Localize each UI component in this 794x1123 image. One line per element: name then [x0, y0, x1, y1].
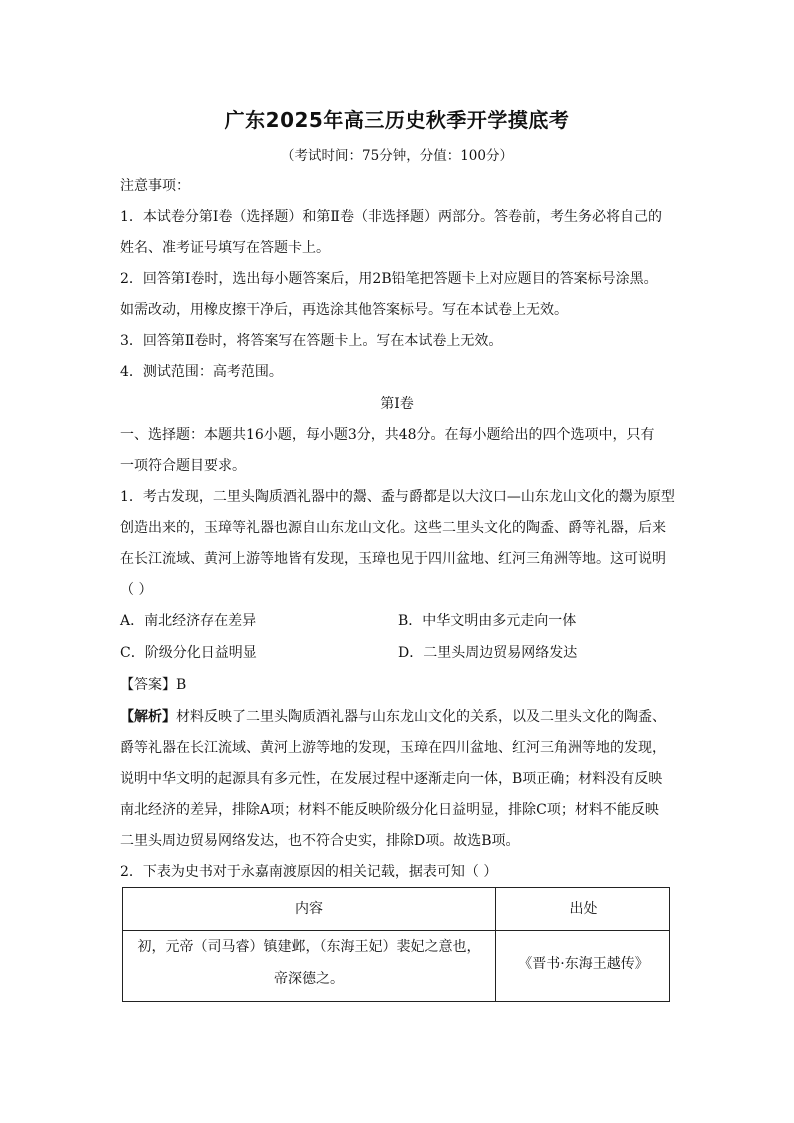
notes-line: 2．回答第Ⅰ卷时，选出每小题答案后，用2B铅笔把答题卡上对应题目的答案标号涂黑。	[120, 271, 658, 287]
analysis-text: 材料反映了二里头陶质酒礼器与山东龙山文化的关系，以及二里头文化的陶盉、	[176, 709, 666, 725]
analysis-line: 二里头周边贸易网络发达，也不符合史实，排除D项。故选B项。	[120, 833, 520, 849]
section-intro-line: 一、选择题：本题共16小题，每小题3分，共48分。在每小题给出的四个选项中，只有	[120, 427, 655, 443]
table-cell-content-line: 初，元帝（司马睿）镇建邺，（东海王妃）裴妃之意也，	[137, 939, 481, 955]
table-cell-source: 《晋书·东海王越传》	[518, 956, 649, 972]
question-1-stem-line: 创造出来的，玉璋等礼器也源自山东龙山文化。这些二里头文化的陶盉、爵等礼器，后来	[120, 520, 666, 536]
question-1-stem-line: 1．考古发现，二里头陶质酒礼器中的鬶、盉与爵都是以大汶口—山东龙山文化的鬶为原型	[120, 489, 675, 505]
notes-line: 如需改动，用橡皮擦干净后，再选涂其他答案标号。写在本试卷上无效。	[120, 302, 568, 318]
option-a: A．南北经济存在差异	[120, 613, 257, 629]
option-c: C．阶级分化日益明显	[120, 645, 257, 661]
exam-time-info: （考试时间：75分钟，分值：100分）	[281, 148, 513, 164]
table-cell-content-line: 帝深德之。	[274, 971, 344, 987]
question-1-stem-line: （ ）	[120, 582, 153, 598]
question-2-stem: 2．下表为史书对于永嘉南渡原因的相关记载，据表可知（ ）	[120, 864, 498, 880]
option-b: B．中华文明由多元走向一体	[398, 613, 577, 629]
analysis-line-first	[120, 707, 676, 727]
table-header-content: 内容	[295, 901, 323, 917]
section-title: 第Ⅰ卷	[380, 396, 414, 412]
analysis-line: 南北经济的差异，排除A项；材料不能反映阶级分化日益明显，排除C项；材料不能反映	[120, 802, 659, 818]
answer-line: 【答案】B	[120, 677, 187, 693]
section-intro-line: 一项符合题目要求。	[120, 458, 246, 474]
notes-line: 姓名、准考证号填写在答题卡上。	[120, 240, 330, 256]
table-row-divider	[123, 930, 669, 931]
analysis-line: 爵等礼器在长江流域、黄河上游等地的发现，玉璋在四川盆地、红河三角洲等地的发现，	[120, 740, 666, 756]
notes-line: 4．测试范围：高考范围。	[120, 364, 283, 380]
notes-heading: 注意事项：	[120, 178, 190, 194]
analysis-label: 【解析】	[120, 709, 176, 725]
table-header-source: 出处	[569, 901, 598, 917]
page-title: 广东2025年高三历史秋季开学摸底考	[224, 108, 570, 132]
question-1-stem-line: 在长江流域、黄河上游等地皆有发现，玉璋也见于四川盆地、红河三角洲等地。这可说明	[120, 551, 666, 567]
records-table	[122, 887, 670, 1002]
notes-line: 1．本试卷分第Ⅰ卷（选择题）和第Ⅱ卷（非选择题）两部分。答卷前，考生务必将自己的	[120, 209, 662, 225]
analysis-line: 说明中华文明的起源具有多元性，在发展过程中逐渐走向一体，B项正确；材料没有反映	[120, 771, 663, 787]
option-d: D．二里头周边贸易网络发达	[398, 645, 578, 661]
notes-line: 3．回答第Ⅱ卷时，将答案写在答题卡上。写在本试卷上无效。	[120, 333, 503, 349]
